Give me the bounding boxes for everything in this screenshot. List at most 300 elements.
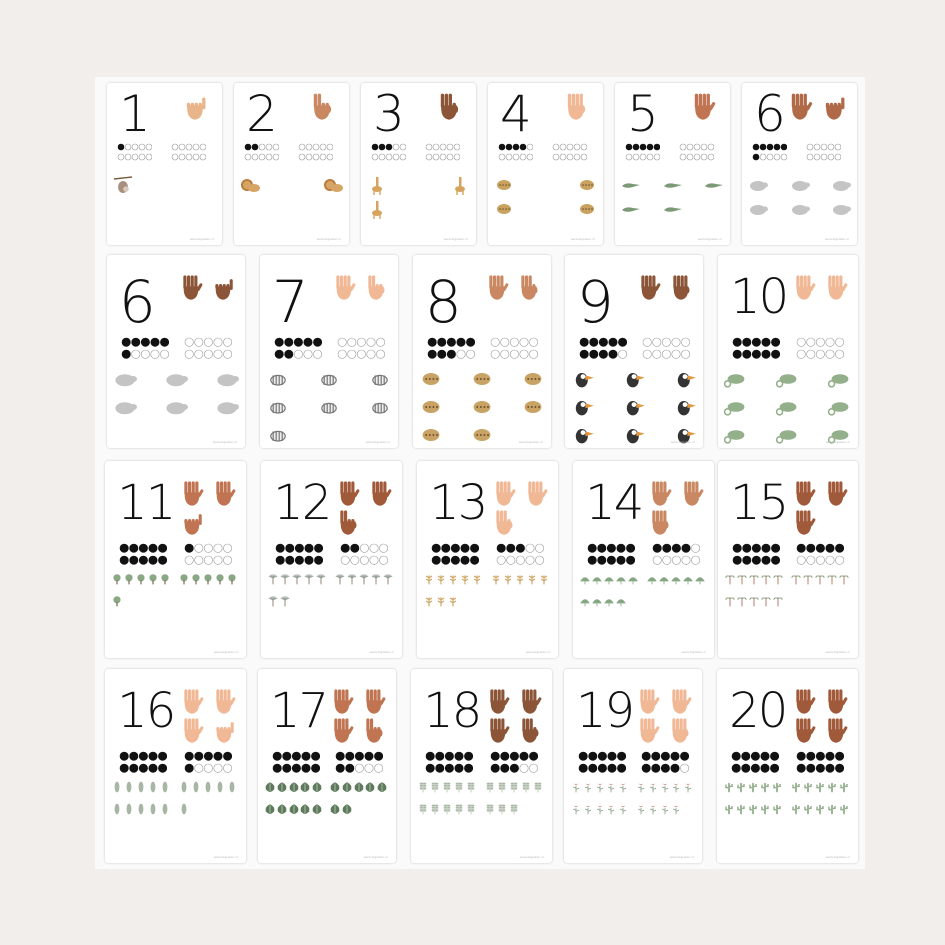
empty-dot xyxy=(440,144,446,150)
grass-icon xyxy=(490,573,502,585)
empty-dot xyxy=(662,350,670,358)
empty-dot xyxy=(681,350,689,358)
filled-dot xyxy=(513,144,519,150)
empty-dot xyxy=(193,144,199,150)
grass-icon xyxy=(423,595,435,607)
filled-dot xyxy=(311,764,319,772)
filled-dot xyxy=(661,764,669,772)
empty-dot xyxy=(529,764,537,772)
leafplant-icon xyxy=(591,573,603,585)
hippo-icon xyxy=(164,395,188,419)
filled-dot xyxy=(598,544,606,552)
empty-dot xyxy=(185,350,193,358)
crocodile-icon xyxy=(663,175,683,195)
counting-items xyxy=(724,573,852,644)
palm-icon xyxy=(279,595,291,607)
filled-dot xyxy=(580,338,588,346)
empty-dot xyxy=(760,154,766,160)
tulip-icon xyxy=(582,803,594,815)
counting-items xyxy=(264,781,390,849)
empty-dot xyxy=(139,154,145,160)
filled-dot xyxy=(194,752,202,760)
monstera-icon xyxy=(376,781,388,793)
filled-dot xyxy=(292,752,300,760)
hippo-icon xyxy=(215,395,239,419)
counting-items xyxy=(113,367,239,434)
filled-dot xyxy=(751,752,759,760)
zebra-icon xyxy=(266,395,290,419)
filled-dot xyxy=(204,752,212,760)
cheetah-icon xyxy=(470,367,494,391)
wheat-icon xyxy=(417,803,429,815)
sprout-icon xyxy=(814,573,826,585)
leaf-icon xyxy=(159,781,171,793)
filled-dot xyxy=(609,338,617,346)
empty-dot xyxy=(204,338,212,346)
filled-dot xyxy=(284,350,292,358)
empty-dot xyxy=(527,154,533,160)
cactus-icon xyxy=(771,803,783,815)
wheat-icon xyxy=(429,803,441,815)
cheetah-icon xyxy=(419,395,443,419)
empty-dot xyxy=(367,338,375,346)
card-number: 6 xyxy=(118,268,154,336)
empty-dot xyxy=(560,154,566,160)
sprout-icon xyxy=(724,573,736,585)
empty-dot xyxy=(691,544,699,552)
cactus-icon xyxy=(735,803,747,815)
grass-icon xyxy=(459,573,471,585)
filled-dot xyxy=(282,752,290,760)
empty-dot xyxy=(259,154,265,160)
filled-dot xyxy=(122,338,130,346)
number-card xyxy=(565,255,703,448)
watermark: www.bigleken.nl xyxy=(189,237,214,241)
hippo-icon xyxy=(790,175,810,195)
leaf-icon xyxy=(214,781,226,793)
ten-frame-row xyxy=(625,153,660,161)
hand-icon xyxy=(790,508,818,536)
filled-dot xyxy=(341,544,349,552)
empty-dot xyxy=(797,556,805,564)
ten-frame-row xyxy=(244,153,279,161)
cactus-icon xyxy=(802,803,814,815)
empty-dot xyxy=(454,154,460,160)
hand-icon xyxy=(483,273,511,301)
tree-icon xyxy=(111,595,123,607)
ten-frame-row xyxy=(752,143,787,151)
toucan-icon xyxy=(673,367,697,391)
monstera-icon xyxy=(329,781,341,793)
empty-dot xyxy=(273,154,279,160)
filled-dot xyxy=(816,544,824,552)
zebra-icon xyxy=(368,367,392,391)
sloth-icon xyxy=(113,175,133,195)
hand-icon xyxy=(688,91,718,121)
empty-dot xyxy=(350,556,358,564)
chameleon-icon xyxy=(776,367,800,391)
empty-dot xyxy=(529,338,537,346)
cactus-icon xyxy=(759,803,771,815)
hand-icon xyxy=(484,716,512,744)
leaf-icon xyxy=(135,803,147,815)
empty-dot xyxy=(828,144,834,150)
empty-dot xyxy=(213,764,221,772)
empty-dot xyxy=(146,154,152,160)
hand-icon xyxy=(819,91,849,121)
counting-items xyxy=(748,175,851,231)
empty-dot xyxy=(194,764,202,772)
filled-dot xyxy=(365,752,373,760)
grass-icon xyxy=(435,595,447,607)
empty-dot xyxy=(807,154,813,160)
ten-frame-row xyxy=(496,543,544,553)
empty-dot xyxy=(131,350,139,358)
leafplant-icon xyxy=(646,573,658,585)
empty-dot xyxy=(299,144,305,150)
empty-dot xyxy=(640,154,646,160)
tulip-icon xyxy=(617,803,629,815)
cactus-icon xyxy=(838,781,850,793)
empty-dot xyxy=(662,338,670,346)
filled-dot xyxy=(185,764,193,772)
ten-frame-row xyxy=(641,751,689,761)
filled-dot xyxy=(589,350,597,358)
wheat-icon xyxy=(508,803,520,815)
ten-frame-row xyxy=(587,543,635,553)
empty-dot xyxy=(527,144,533,150)
empty-dot xyxy=(125,154,131,160)
empty-dot xyxy=(393,144,399,150)
ten-frame-row xyxy=(335,751,383,761)
counting-items xyxy=(621,175,724,231)
filled-dot xyxy=(653,544,661,552)
watermark: www.bigleken.nl xyxy=(669,855,694,859)
ten-frame-row xyxy=(731,763,779,773)
hand-icon xyxy=(822,479,850,507)
filled-dot xyxy=(774,144,780,150)
empty-dot xyxy=(457,350,465,358)
empty-dot xyxy=(535,544,543,552)
empty-dot xyxy=(506,556,514,564)
filled-dot xyxy=(662,544,670,552)
hand-icon xyxy=(210,687,238,715)
sprout-icon xyxy=(790,573,802,585)
filled-dot xyxy=(642,752,650,760)
filled-dot xyxy=(345,764,353,772)
filled-dot xyxy=(816,752,824,760)
empty-dot xyxy=(172,154,178,160)
filled-dot xyxy=(609,350,617,358)
filled-dot xyxy=(607,544,615,552)
ten-frame-row xyxy=(340,543,388,553)
empty-dot xyxy=(807,350,815,358)
filled-dot xyxy=(223,752,231,760)
empty-dot xyxy=(200,154,206,160)
chameleon-icon xyxy=(724,395,748,419)
filled-dot xyxy=(771,350,779,358)
filled-dot xyxy=(598,764,606,772)
palm-icon xyxy=(291,573,303,585)
filled-dot xyxy=(426,752,434,760)
tree-icon xyxy=(226,573,238,585)
sprout-icon xyxy=(748,595,760,607)
chameleon-icon xyxy=(776,423,800,447)
card-number: 1 xyxy=(119,85,149,143)
filled-dot xyxy=(816,764,824,772)
empty-dot xyxy=(500,338,508,346)
palm-icon xyxy=(303,573,315,585)
empty-dot xyxy=(652,350,660,358)
hand-icon xyxy=(334,508,362,536)
empty-dot xyxy=(355,764,363,772)
card-number: 14 xyxy=(585,475,643,531)
card-number: 9 xyxy=(576,268,612,336)
filled-dot xyxy=(761,752,769,760)
empty-dot xyxy=(223,764,231,772)
leafplant-icon xyxy=(579,595,591,607)
ten-frame-row xyxy=(579,337,627,347)
filled-dot xyxy=(825,752,833,760)
filled-dot xyxy=(451,544,459,552)
hand-icon xyxy=(328,687,356,715)
empty-dot xyxy=(179,144,185,150)
filled-dot xyxy=(336,764,344,772)
filled-dot xyxy=(797,764,805,772)
empty-dot xyxy=(553,154,559,160)
filled-dot xyxy=(432,544,440,552)
ten-frame-row xyxy=(498,153,533,161)
leaf-icon xyxy=(147,781,159,793)
palm-icon xyxy=(382,573,394,585)
empty-dot xyxy=(369,544,377,552)
ten-frame-row xyxy=(425,763,473,773)
ten-frame-row xyxy=(275,543,323,553)
ten-frame-row xyxy=(806,143,841,151)
empty-dot xyxy=(379,544,387,552)
empty-dot xyxy=(440,154,446,160)
ten-frame-row xyxy=(642,349,690,359)
leafplant-icon xyxy=(615,595,627,607)
filled-dot xyxy=(752,556,760,564)
cactus-icon xyxy=(814,803,826,815)
ten-frame-row xyxy=(184,349,232,359)
hand-icon xyxy=(490,508,518,536)
ten-frame-row xyxy=(806,153,841,161)
ten-frame-row xyxy=(371,143,406,151)
ten-frame-row xyxy=(641,763,689,773)
ten-frame-row xyxy=(425,143,460,151)
ten-frame-row xyxy=(119,763,167,773)
ten-frame-row xyxy=(490,349,538,359)
empty-dot xyxy=(654,154,660,160)
palm-icon xyxy=(346,573,358,585)
tulip-icon xyxy=(570,781,582,793)
toucan-icon xyxy=(622,395,646,419)
empty-dot xyxy=(327,154,333,160)
empty-dot xyxy=(393,154,399,160)
cheetah-icon xyxy=(470,423,494,447)
tulip-icon xyxy=(594,803,606,815)
toucan-icon xyxy=(571,395,595,419)
ten-frame-row xyxy=(275,555,323,565)
filled-dot xyxy=(120,752,128,760)
empty-dot xyxy=(320,154,326,160)
number-card xyxy=(107,255,245,448)
leaf-icon xyxy=(111,803,123,815)
cactus-icon xyxy=(723,803,735,815)
empty-dot xyxy=(807,144,813,150)
filled-dot xyxy=(437,338,445,346)
monstera-icon xyxy=(299,781,311,793)
filled-dot xyxy=(598,556,606,564)
filled-dot xyxy=(158,752,166,760)
hand-icon xyxy=(667,273,695,301)
filled-dot xyxy=(437,350,445,358)
filled-dot xyxy=(781,144,787,150)
leopard-icon xyxy=(494,199,514,219)
empty-dot xyxy=(294,350,302,358)
filled-dot xyxy=(771,556,779,564)
filled-dot xyxy=(497,544,505,552)
filled-dot xyxy=(158,544,166,552)
watermark: www.bigleken.nl xyxy=(825,855,850,859)
card-number: 18 xyxy=(423,683,481,739)
counting-items xyxy=(240,175,343,231)
empty-dot xyxy=(633,154,639,160)
empty-dot xyxy=(338,350,346,358)
hand-icon xyxy=(177,273,205,301)
filled-dot xyxy=(118,144,124,150)
wheat-icon xyxy=(453,803,465,815)
ten-frame-row xyxy=(272,763,320,773)
cactus-icon xyxy=(826,781,838,793)
hand-icon xyxy=(634,687,662,715)
card-number: 5 xyxy=(627,85,657,143)
leaf-icon xyxy=(123,781,135,793)
cactus-icon xyxy=(747,803,759,815)
empty-dot xyxy=(304,350,312,358)
ten-frame-row xyxy=(490,337,538,347)
tree-icon xyxy=(190,573,202,585)
ten-frame-row xyxy=(425,153,460,161)
card-number: 15 xyxy=(730,475,788,531)
number-card xyxy=(488,83,603,245)
filled-dot xyxy=(626,144,632,150)
empty-dot xyxy=(567,144,573,150)
empty-dot xyxy=(821,154,827,160)
filled-dot xyxy=(294,338,302,346)
filled-dot xyxy=(617,556,625,564)
empty-dot xyxy=(185,338,193,346)
filled-dot xyxy=(617,544,625,552)
leafplant-icon xyxy=(579,573,591,585)
empty-dot xyxy=(125,144,131,150)
empty-dot xyxy=(581,144,587,150)
palm-icon xyxy=(267,595,279,607)
empty-dot xyxy=(510,350,518,358)
empty-dot xyxy=(347,338,355,346)
filled-dot xyxy=(733,556,741,564)
ten-frame-row xyxy=(184,555,232,565)
filled-dot xyxy=(122,350,130,358)
empty-dot xyxy=(426,144,432,150)
counting-items xyxy=(494,175,597,231)
empty-dot xyxy=(433,154,439,160)
number-card xyxy=(573,461,714,658)
empty-dot xyxy=(535,556,543,564)
hippo-icon xyxy=(113,367,137,391)
tulip-icon xyxy=(647,781,659,793)
empty-dot xyxy=(497,556,505,564)
filled-dot xyxy=(286,544,294,552)
empty-dot xyxy=(200,144,206,150)
filled-dot xyxy=(529,752,537,760)
empty-dot xyxy=(835,350,843,358)
wheat-icon xyxy=(453,781,465,793)
crocodile-icon xyxy=(704,175,724,195)
ten-frame-row xyxy=(490,763,538,773)
empty-dot xyxy=(835,338,843,346)
hand-icon xyxy=(210,479,238,507)
empty-dot xyxy=(816,338,824,346)
tree-icon xyxy=(135,573,147,585)
counting-items xyxy=(571,367,697,434)
filled-dot xyxy=(149,764,157,772)
empty-dot xyxy=(781,154,787,160)
tree-icon xyxy=(159,573,171,585)
filled-dot xyxy=(752,350,760,358)
empty-dot xyxy=(525,544,533,552)
empty-dot xyxy=(835,556,843,564)
empty-dot xyxy=(400,154,406,160)
empty-dot xyxy=(691,556,699,564)
filled-dot xyxy=(762,544,770,552)
filled-dot xyxy=(599,350,607,358)
grass-icon xyxy=(423,573,435,585)
filled-dot xyxy=(139,544,147,552)
grass-icon xyxy=(447,573,459,585)
ten-frame-row xyxy=(732,555,780,565)
filled-dot xyxy=(742,752,750,760)
filled-dot xyxy=(835,752,843,760)
wheat-icon xyxy=(484,781,496,793)
empty-dot xyxy=(560,144,566,150)
giraffe-icon xyxy=(367,199,387,219)
filled-dot xyxy=(130,752,138,760)
ten-frame-row xyxy=(679,143,714,151)
watermark: www.bigleken.nl xyxy=(365,440,390,444)
empty-dot xyxy=(708,154,714,160)
filled-dot xyxy=(428,350,436,358)
hand-icon xyxy=(678,479,706,507)
tree-icon xyxy=(178,573,190,585)
filled-dot xyxy=(273,752,281,760)
empty-dot xyxy=(662,556,670,564)
number-card xyxy=(107,83,222,245)
number-card xyxy=(105,461,246,658)
tulip-icon xyxy=(659,803,671,815)
monstera-icon xyxy=(364,781,376,793)
hand-icon xyxy=(790,273,818,301)
number-card xyxy=(615,83,730,245)
empty-dot xyxy=(266,154,272,160)
empty-dot xyxy=(447,144,453,150)
ten-frame-row xyxy=(298,143,333,151)
palm-icon xyxy=(370,573,382,585)
monstera-icon xyxy=(341,803,353,815)
filled-dot xyxy=(451,556,459,564)
